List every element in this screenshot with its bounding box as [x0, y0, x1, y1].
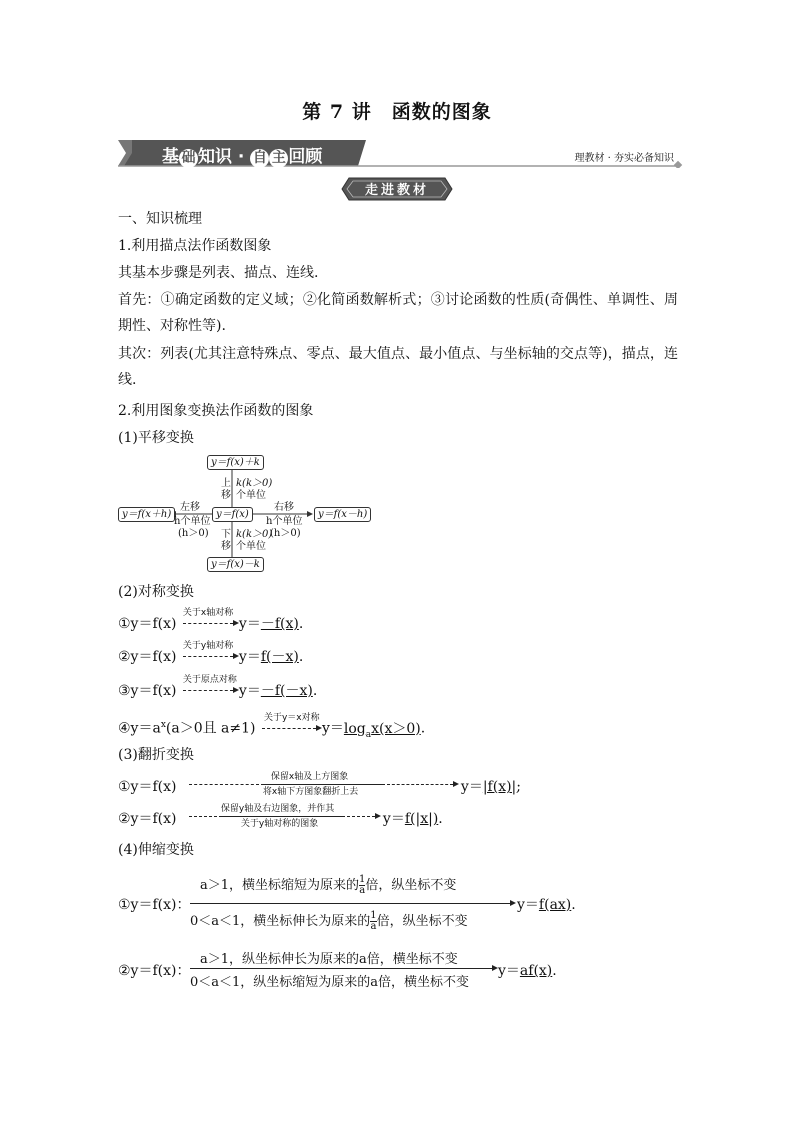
box-center: y＝f(x)	[212, 507, 253, 522]
symmetry-heading: (2)对称变换	[118, 584, 194, 600]
banner-title: 基 础 知识 · 自 主 回顾	[162, 147, 323, 167]
subheading: 走进教材	[364, 183, 429, 198]
down-a: 下	[221, 529, 231, 540]
left-unit: h个单位	[174, 516, 211, 527]
stretch-row-1-prefix: ①y＝f(x)：	[118, 897, 191, 913]
stretch-row-2-result: y＝af(x).	[498, 963, 557, 979]
down-unit: 个单位	[236, 541, 266, 552]
stretch-row-1-result: y＝f(ax).	[517, 897, 576, 913]
up-unit: 个单位	[236, 490, 266, 501]
down-cond: k(k＞0)	[236, 529, 273, 540]
flip-row-1: ①y＝f(x) 保留x轴及上方图象 将x轴下方图象翻折上去 y＝|f(x)|;	[118, 772, 521, 797]
down-b: 移	[221, 541, 231, 552]
right-unit: h个单位	[266, 516, 303, 527]
right-cond: (h＞0)	[270, 528, 301, 539]
page-title: 第 7 讲 函数的图象	[302, 101, 492, 123]
box-left: y＝f(x＋h)	[118, 507, 175, 522]
up-a: 上	[221, 478, 231, 489]
item1-first: 首先：①确定函数的定义域；②化简函数解析式；③讨论函数的性质(奇偶性、单调性、周期性、对称性等).	[118, 292, 678, 334]
stretch-heading: (4)伸缩变换	[118, 842, 194, 858]
right-move: 右移	[274, 502, 294, 513]
up-b: 移	[221, 490, 231, 501]
symmetry-row-2: ②y＝f(x) 关于y轴对称 y＝f(－x).	[118, 641, 304, 665]
symmetry-row-4: $④y=a^x(a>0$且 a≠1) 关于y＝x对称 $y=\log_ax(x>0)$.	[118, 712, 426, 740]
box-down: y＝f(x)－k	[207, 557, 264, 572]
stretch-row-2-top: a＞1，纵坐标伸长为原来的a倍，横坐标不变	[200, 952, 458, 967]
item1-second: 其次：列表(尤其注意特殊点、零点、最大值点、最小值点、与坐标轴的交点等)，描点，连线.	[118, 346, 678, 388]
flip-row-2: ②y＝f(x) 保留y轴及右边图象，并作其 关于y轴对称的图象 y＝f(|x|).	[118, 804, 443, 829]
symmetry-row-1: ①y＝f(x) 关于x轴对称 y＝－f(x).	[118, 608, 304, 632]
section-heading: 一、知识梳理	[118, 211, 202, 227]
item1-title: 1.利用描点法作函数图象	[118, 238, 272, 254]
stretch-row-1-top: a＞1，横坐标缩短为原来的 $\frac{1}{a}$ 倍，纵坐标不变	[200, 874, 457, 896]
stretch-row-2-bottom: 0＜a＜1，纵坐标缩短为原来的a倍，横坐标不变	[190, 975, 470, 990]
item1-line: 其基本步骤是列表、描点、连线.	[118, 265, 319, 281]
translation-diagram	[118, 450, 368, 576]
banner-subtitle: 理教材 · 夯实必备知识	[574, 153, 674, 164]
flip-heading: (3)翻折变换	[118, 747, 194, 763]
box-up: y＝f(x)＋k	[207, 455, 264, 470]
item2-title: 2.利用图象变换法作函数的图象	[118, 403, 314, 419]
left-move: 左移	[180, 502, 200, 513]
up-cond: k(k＞0)	[236, 478, 273, 489]
left-cond: (h＞0)	[178, 528, 209, 539]
symmetry-row-3: ③y＝f(x) 关于原点对称 y＝－f(－x).	[118, 675, 318, 699]
box-right: y＝f(x－h)	[314, 507, 371, 522]
stretch-row-2-prefix: ②y＝f(x)：	[118, 963, 191, 979]
translation-heading: (1)平移变换	[118, 430, 194, 446]
stretch-row-1-bottom: 0＜a＜1，横坐标伸长为原来的 $\frac{1}{a}$ 倍，纵坐标不变	[190, 910, 468, 932]
